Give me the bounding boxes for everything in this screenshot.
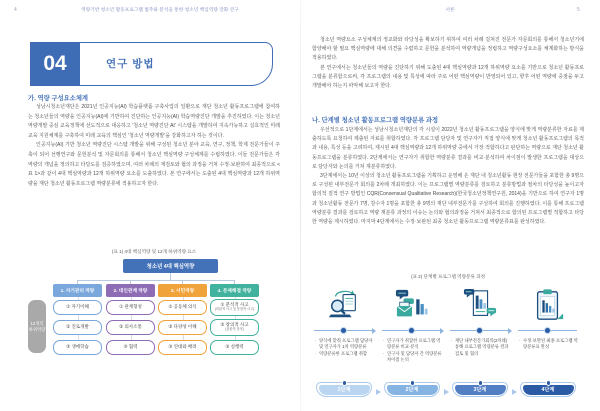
process-stage-4 — [517, 284, 579, 402]
subcompetency-item: ③ 연대와 배려 — [158, 340, 207, 355]
paragraph: 본 연구에서는 청소년들의 역량을 진단하기 위해 도출된 4대 핵심역량과 12개 하위역량 요소를 기반으로 청소년 활동프로그램을 분류함으로써, 각 프로그램의 내용 및 특성에 따라 주로 어떤 핵심역량이 반영되어 있고, 향후 어떤 역량에 중점을 두고 개발해야 하는지 파악해 보고자 한다. — [312, 64, 584, 90]
stage-label: 4단계 — [523, 385, 574, 395]
process-stage-3 — [449, 284, 511, 402]
stage-label: 3단계 — [455, 385, 506, 395]
process-stage-1 — [313, 284, 375, 402]
sub-competency-count-label: 12개의 하위역량 — [28, 300, 46, 353]
expert-review-report-icon — [449, 284, 511, 326]
stage-notes — [315, 338, 374, 357]
section-heading-na: 나. 단계별 청소년 활동프로그램 역량분류 과정 — [312, 117, 439, 124]
competency-title: 3. 시민역량 — [158, 284, 207, 297]
chapter-title: 연구 방법 — [106, 58, 155, 70]
chapter-banner — [30, 42, 273, 86]
timeline-dot — [476, 327, 483, 334]
stage-label: 1단계 — [319, 385, 370, 395]
stage-arrow-icon — [444, 389, 449, 395]
competency-column-1 — [53, 284, 102, 354]
stage-arrow-icon — [512, 389, 517, 395]
pill-dot — [546, 380, 552, 386]
stage-pill — [452, 382, 508, 397]
magnifier-document-icon — [313, 284, 375, 326]
stage-bullet: · 수정·보완된 최종 프로그램 역량분류표 완성 — [519, 338, 578, 351]
figure1-root-box: 청소년 4대 핵심역량 — [123, 259, 218, 273]
stage-arrow-icon — [376, 389, 381, 395]
page-number-left: 4 — [14, 7, 17, 13]
left-body-text — [28, 103, 280, 189]
stage-notes — [383, 338, 442, 364]
subcompetency-item: ② 창의적 사고 (융합적 창의) — [210, 319, 259, 336]
connector-line — [170, 273, 171, 280]
paragraph: 우선적으로 1단계에서는 성남시청소년재단의 각 시설이 2022년 청소년 활동프로그램을 양식에 맞게 역량분류한 자료를 제출하도록 요청하여 제출된 자료를 취합하였다. 각 프로그램 담당자 및 연구자가 직접 양식에 맞게 청소년 활동프로그램의 목적과 내용, 특성 등을 고려하여, 제시된 4대 핵심역량과 12개 하위역량 중에서 가장 적합하다고 판단하는 역량으로 재단 청소년 활동프로그램을 분류하였다. 2단계에서는 연구자가 취합한 역량분류 결과를 비교·분석하여 차이점이 발생한 프로그램을 대상으로 담당자와 논의를 거쳐 재분류하였다. — [312, 127, 584, 170]
paragraph: 인공지능(AI) 기반 청소년 역량진단 시스템 개발을 위해 구성된 청소년 분야 교육, 연구, 정책, 학계 전문가들이 주축이 되어 선행연구와 문헌분석 및 자문회의를 통해서 청소년 핵심역량 구성체계를 수립하였다. 이들 전문가들은 각 역량의 개념을 정의하고 타당도를 검증하였으며, 여러 차례의 재검토와 협의 과정을 거쳐 수정·보완하여 최종적으로 <표 1>과 같이 4대 핵심역량과 12개 하위역량 요소를 도출하였다. 본 연구에서는 도출된 4대 핵심역량과 12개 하위역량을 재단 청소년 활동프로그램 역량분류에 적용하고자 한다. — [28, 142, 280, 187]
stage-notes — [451, 338, 510, 357]
page-seam — [300, 0, 301, 411]
stage-notes — [519, 338, 578, 351]
figure1-caption: (표 1) 4대 핵심역량 및 12개 하위역량 요소 — [111, 249, 197, 254]
subcompetency-item: ③ 생애학습 — [53, 340, 102, 355]
subcompetency-item: ① 관계형성 — [106, 300, 155, 315]
stage-bullet: · 역량분류한 프로그램 취합 — [315, 351, 374, 357]
stage-bullet: · 연구자 및 담당자 간 역량분류 차이점 논의 — [383, 351, 442, 364]
pill-dot — [478, 380, 484, 386]
competency-column-4 — [210, 284, 259, 354]
discussion-mail-chart-icon — [381, 284, 443, 326]
right-body-text-1 — [312, 36, 584, 91]
subcompetency-item: ② 의사소통 — [106, 320, 155, 335]
stage-label: 2단계 — [387, 385, 438, 395]
stage-pill — [384, 382, 440, 397]
stage-bullet: · 재단 내부전문가회의(2차례) 통해 프로그램 역량분류 결과 검토 및 협의 — [451, 338, 510, 357]
stage-pill — [520, 382, 576, 397]
subcompetency-item: ② 진로개발 — [53, 320, 102, 335]
running-header-right: 서론 — [445, 7, 455, 12]
subcompetency-item: ① 분석적 사고 (비판적 사고 및 통합적 사고) — [210, 299, 259, 316]
competency-title: 4. 문제해결 역량 — [210, 284, 259, 297]
competency-column-2 — [106, 284, 155, 354]
subcompetency-item: ③ 협력 — [106, 340, 155, 355]
pill-dot — [342, 380, 348, 386]
stage-bullet: · 양식에 맞춰 프로그램 담당자 및 연구자가 1차 역량분류 — [315, 338, 374, 351]
competency-title: 1. 자기관리 역량 — [53, 284, 102, 297]
paragraph: 청소년 역량요소 구성체계의 정교화와 타당성을 확보하기 위하여 여러 차례 걸쳐진 전문가 자문회의를 통해서 청소년기에 함양해야 할 필요 핵심역량에 대해 의견을 수렴하고 문헌을 분석하여 역량개념을 정립하고 역량구성요소를 체계화하는 방식을 적용하였다. — [312, 37, 584, 62]
page-number-right: 5 — [577, 7, 580, 13]
final-checklist-icon — [517, 284, 579, 326]
timeline-dot — [408, 327, 415, 334]
subcompetency-item: ① 공동체 의식 — [158, 300, 207, 315]
chapter-number: 04 — [30, 42, 80, 86]
running-header-left: 역량기반 청소년 활동프로그램 범주와 분석을 통한 청소년 핵심역량 강화 연구 — [81, 7, 239, 12]
stage-pill — [316, 382, 372, 397]
timeline-dot — [340, 327, 347, 334]
paragraph: 3단계에서는 10년 이상의 청소년 활동프로그램을 기획하고 운영해 온 재단 내 청소년활동 현장 전문가들을 포함한 총 9명으로 구성된 내부전문가 회의를 2차례 개최하였다. 이는 프로그램별 역량분류를 검토하고 분류방법과 절차의 타당성을 높이고자 합의적 질적 연구 방법인 CQR(Consensual Qualitative Research)(한국청소년정책연구원, 2014)을 기반으로 하여 연구자 1명과 청소년활동 전문가 7명, 감수자 1명을 포함한 총 9명의 재단 내부전문가를 구성하여 회의를 진행하였다. 이를 통해 프로그램 역량분류 결과를 검토하고 역량 재분류 과정의 이슈는 논의와 협의과정을 거쳐서 최종적으로 합의된 프로그램별 적합하고 타당한 역량을 제시하였다. 마지막 4단계에서는 수정·보완된 최종 청소년 활동프로그램 역량분류표를 완성하였다. — [312, 173, 584, 226]
right-body-text-2 — [312, 126, 584, 227]
figure2-caption: (표 2) 단계별 프로그램 역량분류 과정 — [410, 274, 486, 279]
subcompetency-item: ① 자기이해 — [53, 300, 102, 315]
stage-bullet: · 연구자가 취합한 프로그램 역량분류 비교·분석 — [383, 338, 442, 351]
subcompetency-item: ② 다양성 이해 — [158, 320, 207, 335]
competency-title: 2. 대인관계 역량 — [106, 284, 155, 297]
connector-line — [77, 280, 235, 281]
process-stage-2 — [381, 284, 443, 402]
pill-dot — [410, 380, 416, 386]
section-heading-ga: 가. 역량 구성요소체계 — [28, 95, 88, 102]
competency-column-3 — [158, 284, 207, 354]
paragraph: 성남시청소년재단은 2021년 인공지능(AI) 학습플랫폼 구축사업의 일환으로 재단 청소년 활동프로그램에 참여하는 청소년들의 역량을 인공지능(AI)에 기반하여 진단하는 인공지능(AI) 학습역량진단 개발을 추진하였다. 이는 청소년 역량개발 중심 교육정책에 선도적으로 대응하고 '청소년 역량진단 AI' 시스템을 개발하여 지속가능하고 실효적인 미래 교육 지원체계를 구축하여 미래 교육의 핵심인 '청소년 역량개발'을 강화하고자 하는 것이다. — [28, 104, 280, 139]
timeline-dot — [544, 327, 551, 334]
subcompetency-item: ③ 실행력 — [210, 340, 259, 355]
